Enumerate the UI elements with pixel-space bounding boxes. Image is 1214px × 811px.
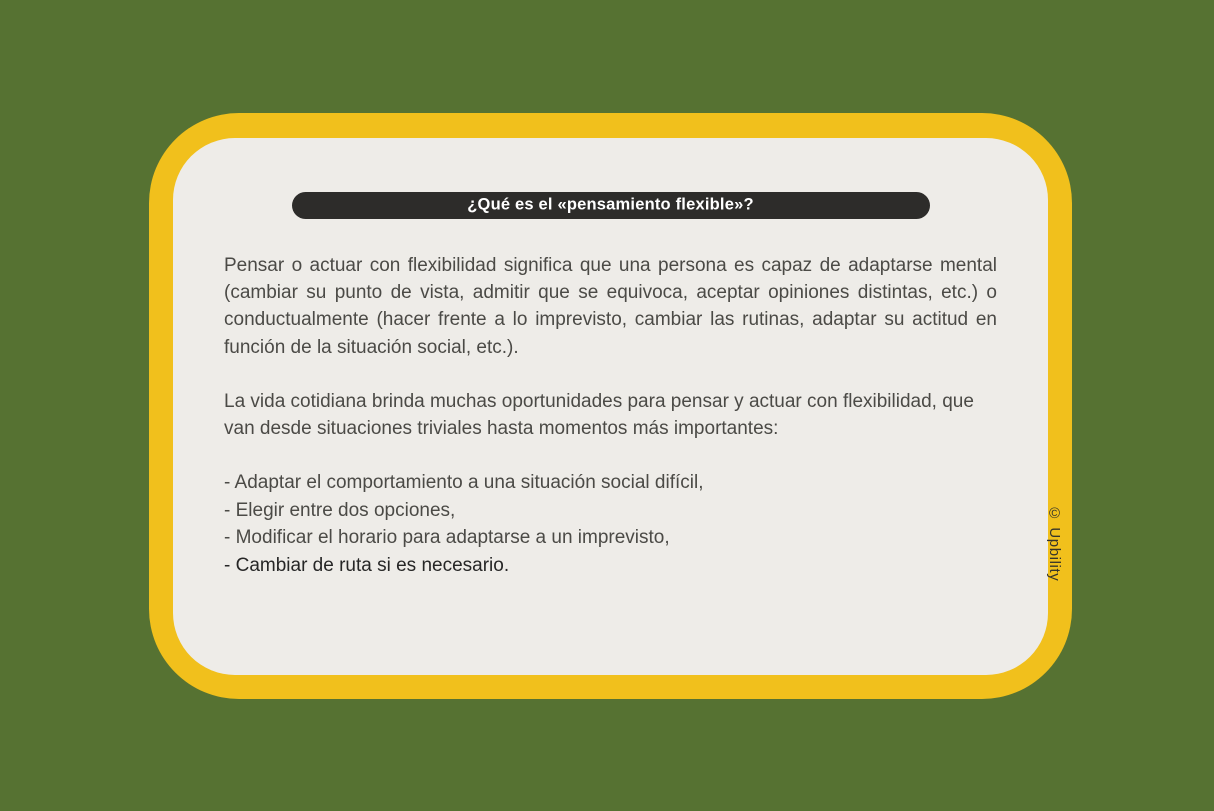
card xyxy=(149,113,1072,699)
page-title: ¿Qué es el «pensamiento flexible»? xyxy=(467,195,754,214)
paragraph-definition: Pensar o actuar con flexibilidad significa que una persona es capaz de adaptarse mental (cambiar su punto de vista, admitir que se equivoca, aceptar opiniones distintas, etc.) o conductualmente (hacer frente a lo imprevisto, cambiar las rutinas, adaptar su actitud en función de la situación social, etc.). xyxy=(224,255,997,358)
content-panel xyxy=(173,138,1048,675)
list-item: - Modificar el horario para adaptarse a un imprevisto, xyxy=(224,527,670,549)
list-item: - Elegir entre dos opciones, xyxy=(224,499,456,521)
body-copy xyxy=(224,252,997,580)
copyright-watermark: © Upbility xyxy=(1046,505,1063,582)
examples-list xyxy=(224,469,997,579)
list-item: - Cambiar de ruta si es necesario. xyxy=(224,555,510,576)
header-pill xyxy=(292,192,930,219)
list-item: - Adaptar el comportamiento a una situación social difícil, xyxy=(224,472,704,494)
paragraph-intro-list: La vida cotidiana brinda muchas oportunidades para pensar y actuar con flexibilidad, que van desde situaciones triviales hasta momentos más importantes: xyxy=(224,390,974,440)
